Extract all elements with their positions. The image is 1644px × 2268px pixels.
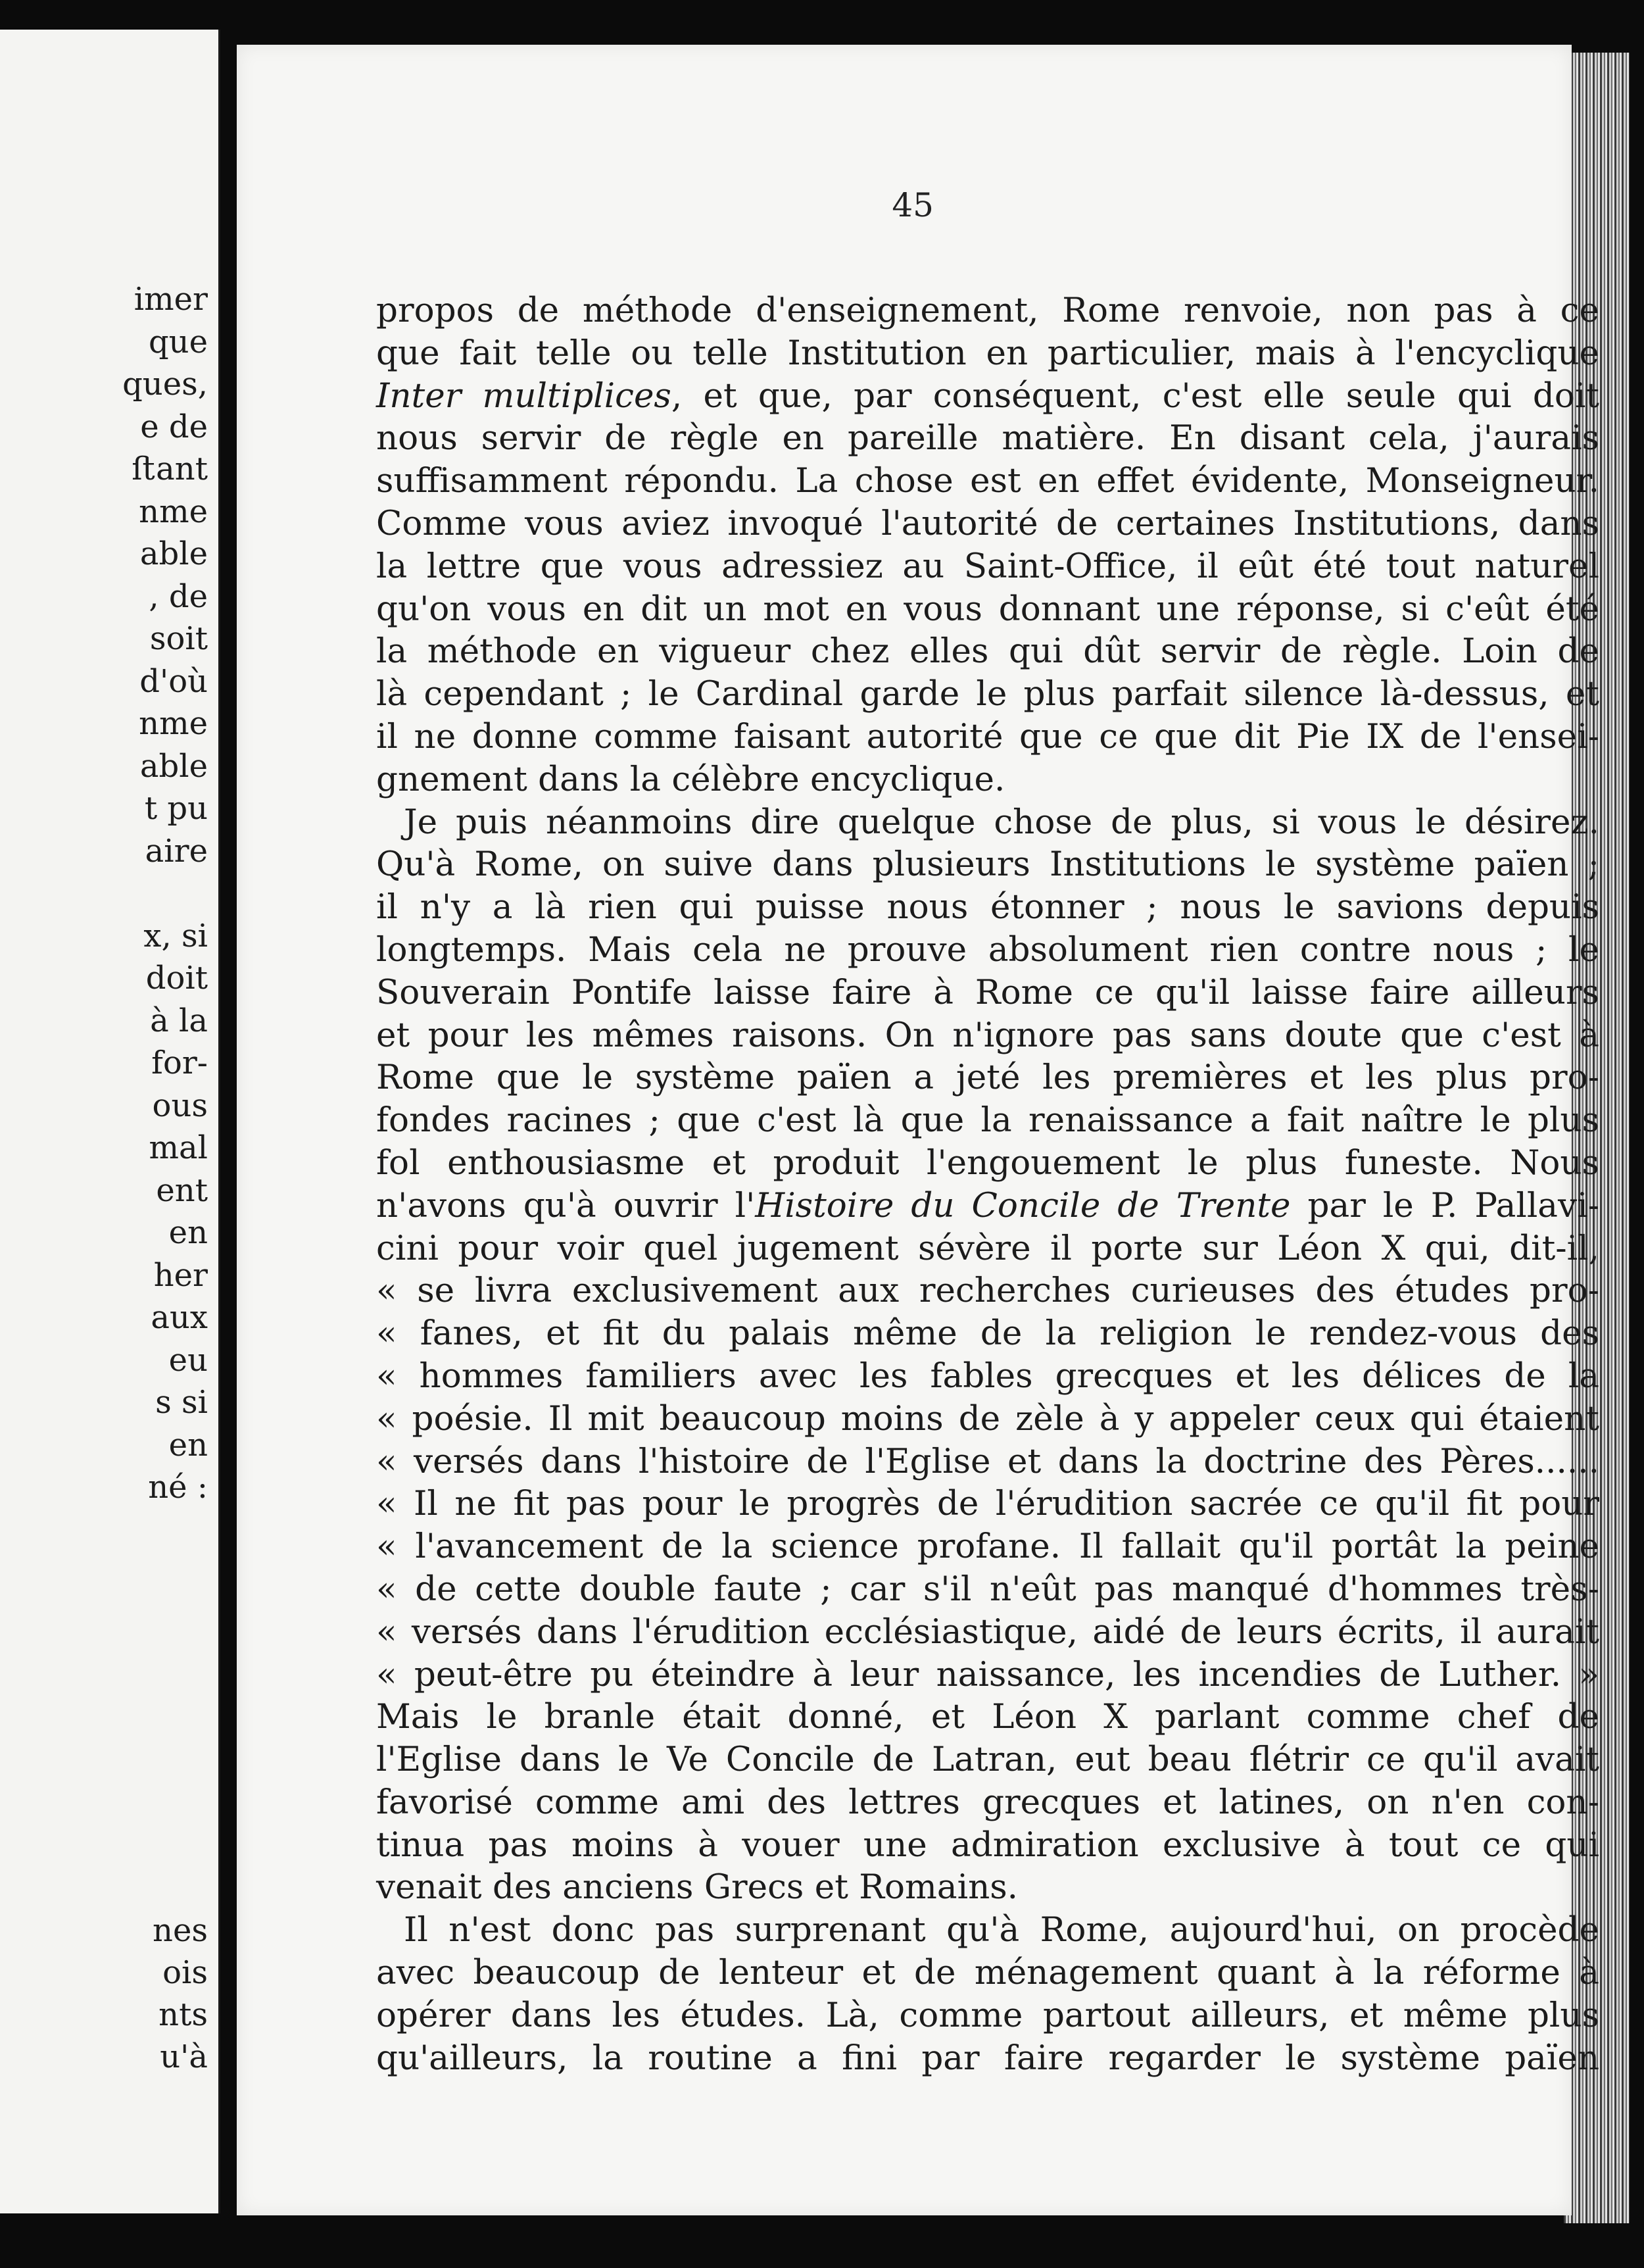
left-fragment: able [139, 535, 208, 572]
text-line: cini pour voir quel jugement sévère il porte sur Léon X qui, dit-il, [376, 1228, 1599, 1268]
text-line: Mais le branle était donné, et Léon X parlant comme chef de [376, 1697, 1599, 1737]
text-line: Souverain Pontife laisse faire à Rome ce qu'il laisse faire ailleurs [376, 972, 1599, 1012]
left-fragment: , de [149, 578, 208, 615]
text-line: « hommes familiers avec les fables grecques et les délices de la [376, 1356, 1599, 1396]
left-fragment: ﬅant [132, 451, 208, 487]
text-line: fondes racines ; que c'est là que la renaissance a fait naître le plus [376, 1100, 1599, 1141]
text-line: Je puis néanmoins dire quelque chose de plus, si vous le désirez. [404, 802, 1599, 842]
left-fragment: s si [155, 1384, 208, 1421]
left-fragment: ous [152, 1087, 208, 1124]
left-fragment: her [153, 1256, 208, 1294]
left-fragment: ois [162, 1954, 208, 1991]
text-line: « fanes, et fit du palais même de la religion le rendez-vous des [376, 1314, 1599, 1354]
italic-title: Inter multiplices [376, 376, 671, 416]
left-fragment [122, 872, 208, 915]
text-line: longtemps. Mais cela ne prouve absolument rien contre nous ; le [376, 929, 1599, 970]
text-line: « poésie. Il mit beaucoup moins de zèle à y appeler ceux qui étaient [376, 1398, 1599, 1439]
text-line: suffisamment répondu. La chose est en effet évidente, Monseigneur. [376, 461, 1599, 501]
text-line: tinua pas moins à vouer une admiration exclusive à tout ce qui [376, 1825, 1599, 1865]
text-line: l'Eglise dans le Ve Concile de Latran, eut beau flétrir ce qu'il avait [376, 1740, 1599, 1780]
text-line: gnement dans la célèbre encyclique. [376, 759, 1005, 799]
text-line: qu'ailleurs, la routine a fini par faire regarder le système païen [376, 2038, 1599, 2078]
text-line: « de cette double faute ; car s'il n'eût pas manqué d'hommes très- [376, 1569, 1599, 1609]
left-fragment: t pu [144, 790, 208, 827]
left-fragment: aire [145, 832, 208, 870]
text-line: « versés dans l'histoire de l'Eglise et dans la doctrine des Pères...... [376, 1441, 1599, 1481]
text-line: il n'y a là rien qui puisse nous étonner ; nous le savions depuis [376, 887, 1599, 927]
left-fragment: doit [145, 960, 208, 997]
left-fragment: en [168, 1426, 208, 1464]
text-line: avec beaucoup de lenteur et de ménagement quant à la réforme à [376, 1953, 1599, 1993]
left-fragment: né : [148, 1469, 208, 1506]
text-line: il ne donne comme faisant autorité que ce que dit Pie IX de l'ensei- [376, 716, 1599, 756]
left-fragment: u'à [160, 2038, 208, 2075]
left-fragment: eu [168, 1341, 208, 1379]
previous-page [0, 30, 220, 2213]
left-fragment: x, si [143, 917, 208, 954]
text-line: Comme vous aviez invoqué l'autorité de certaines Institutions, dans [376, 503, 1599, 543]
left-fragment: ques, [122, 366, 208, 403]
text-line: Rome que le système païen a jeté les premières et les plus pro- [376, 1058, 1599, 1098]
text-line: qu'on vous en dit un mot en vous donnant une réponse, si c'eût été [376, 589, 1599, 629]
left-fragment: mal [149, 1129, 208, 1166]
text-line: « Il ne fit pas pour le progrès de l'érudition sacrée ce qu'il fit pour [376, 1484, 1599, 1524]
left-fragment: nts [158, 1996, 208, 2033]
text-line: « versés dans l'érudition ecclésiastique, aidé de leurs écrits, il aurait [376, 1612, 1599, 1652]
left-fragment: à la [150, 1002, 208, 1039]
text-line: Inter multiplices, et que, par conséquent, c'est elle seule qui doit [376, 376, 1599, 416]
text-line: et pour les mêmes raisons. On n'ignore pas sans doute que c'est à [376, 1015, 1599, 1055]
text-line: là cependant ; le Cardinal garde le plus parfait silence là-dessus, et [376, 674, 1599, 714]
text-line: favorisé comme ami des lettres grecques et latines, on n'en con- [376, 1782, 1599, 1822]
text-line: nous servir de règle en pareille matière. En disant cela, j'aurais [376, 418, 1599, 458]
left-fragment: en [168, 1214, 208, 1251]
left-fragment: nme [139, 493, 208, 530]
left-fragment: que [148, 323, 208, 360]
left-fragment: ent [156, 1171, 208, 1209]
text-line: fol enthousiasme et produit l'engouement le plus funeste. Nous [376, 1143, 1599, 1183]
text-line: « l'avancement de la science profane. Il fallait qu'il portât la peine [376, 1527, 1599, 1567]
left-fragment: nes [153, 1912, 208, 1949]
text-line: la lettre que vous adressiez au Saint-Office, il eût été tout naturel [376, 546, 1599, 586]
page-body-text [376, 289, 1599, 2079]
previous-page-text-fragments [122, 278, 208, 1509]
text-line: propos de méthode d'enseignement, Rome renvoie, non pas à ce [376, 291, 1599, 330]
text-line: que fait telle ou telle Institution en particulier, mais à l'encyclique [376, 333, 1599, 373]
left-fragment: imer [133, 281, 208, 318]
text-line: Qu'à Rome, on suive dans plusieurs Institutions le système païen ; [376, 845, 1599, 885]
left-fragment: aux [151, 1299, 208, 1336]
left-fragment: soit [149, 620, 208, 657]
text-line: la méthode en vigueur chez elles qui dût servir de règle. Loin de [376, 631, 1599, 672]
left-fragment: for- [151, 1045, 208, 1081]
italic-title: Histoire du Concile de Trente [755, 1185, 1291, 1225]
text-line: opérer dans les études. Là, comme partout ailleurs, et même plus [376, 1995, 1599, 2035]
left-fragment: e de [140, 408, 208, 445]
text-line: n'avons qu'à ouvrir l'Histoire du Concile de Trente par le P. Pallavi- [376, 1185, 1599, 1225]
left-fragment: nme [139, 705, 208, 742]
left-fragment: d'où [139, 662, 208, 700]
page-number: 45 [892, 186, 934, 224]
text-line: Il n'est donc pas surprenant qu'à Rome, aujourd'hui, on procède [404, 1910, 1599, 1950]
text-line: « peut-être pu éteindre à leur naissance, les incendies de Luther. » [376, 1654, 1599, 1694]
text-line: venait des anciens Grecs et Romains. [376, 1867, 1019, 1908]
left-fragment: able [139, 747, 208, 785]
book-page [237, 45, 1599, 2215]
previous-page-text-fragments-lower [153, 1910, 208, 2078]
text-line: « se livra exclusivement aux recherches curieuses des études pro- [376, 1271, 1599, 1311]
